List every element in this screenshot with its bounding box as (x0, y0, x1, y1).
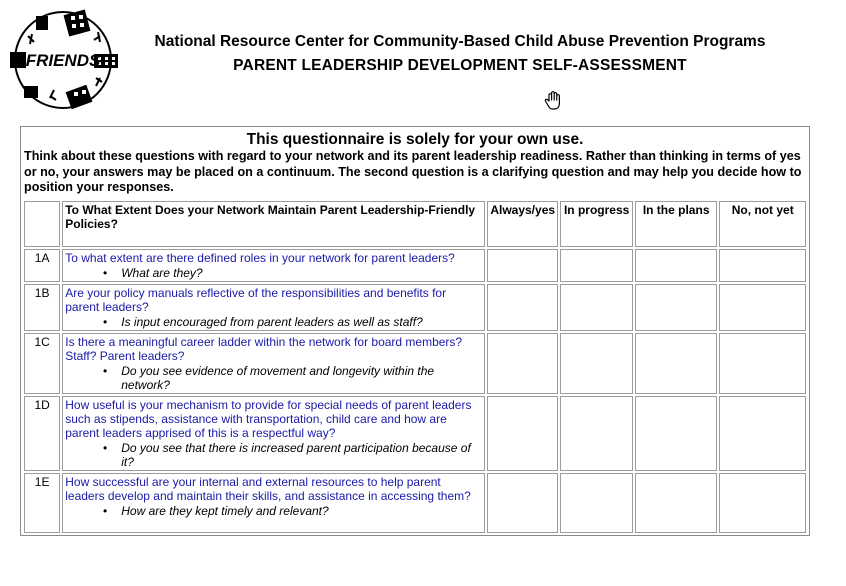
question-text: To what extent are there defined roles in your network for parent leaders? (65, 251, 455, 265)
question-text: How useful is your mechanism to provide for special needs of parent leaders such as stipends, assistance with transportation, child care and how are parent leaders apprised of this is a respectful way? (65, 398, 472, 440)
friends-logo (6, 6, 120, 114)
question-cell (62, 473, 485, 533)
assessment-table (22, 199, 808, 535)
response-cell-no-not-yet[interactable] (719, 249, 806, 282)
response-cell-in-progress[interactable] (560, 284, 632, 331)
question-id: 1D (24, 396, 60, 471)
question-cell (62, 333, 485, 394)
col-header-no-not-yet: No, not yet (719, 201, 806, 247)
question-cell (62, 284, 485, 331)
response-cell-always-yes[interactable] (487, 284, 558, 331)
intro-text: Think about these questions with regard to your network and its parent leadership readiness. Rather than thinking in terms of yes or no, your answers may be placed on a continuum. The second question is a clarifying question and may help you decide how to position your responses. (24, 149, 802, 194)
clarifying-question-text: How are they kept timely and relevant? (121, 504, 329, 518)
response-cell-no-not-yet[interactable] (719, 473, 806, 533)
question-id: 1C (24, 333, 60, 394)
clarifying-question (65, 441, 482, 469)
clarifying-question (65, 364, 482, 392)
bullet-icon: • (103, 315, 108, 329)
question-text: How successful are your internal and external resources to help parent leaders develop and maintain their skills, and assistance in accessing them? (65, 475, 471, 503)
response-cell-in-the-plans[interactable] (635, 473, 718, 533)
col-header-in-progress: In progress (560, 201, 632, 247)
table-row (24, 333, 806, 394)
hand-cursor-icon (544, 89, 564, 111)
id-header (24, 201, 60, 247)
col-header-always-yes: Always/yes (487, 201, 558, 247)
table-row (24, 396, 806, 471)
table-row (24, 284, 806, 331)
response-cell-in-the-plans[interactable] (635, 333, 718, 394)
section-heading: To What Extent Does your Network Maintain Parent Leadership-Friendly Policies? (62, 201, 485, 247)
organization-title: National Resource Center for Community-Based Child Abuse Prevention Programs (154, 33, 766, 50)
table-row (24, 249, 806, 282)
clarifying-question-text: Do you see that there is increased parent participation because of it? (121, 441, 471, 469)
response-cell-no-not-yet[interactable] (719, 333, 806, 394)
clarifying-question-text: Is input encouraged from parent leaders as well as staff? (121, 315, 423, 329)
intro-block (24, 131, 806, 196)
response-cell-always-yes[interactable] (487, 473, 558, 533)
response-cell-in-the-plans[interactable] (635, 284, 718, 331)
bullet-icon: • (103, 266, 108, 280)
col-header-in-the-plans: In the plans (635, 201, 718, 247)
table-row (24, 473, 806, 533)
response-cell-always-yes[interactable] (487, 396, 558, 471)
question-text: Are your policy manuals reflective of the responsibilities and benefits for parent leaders? (65, 286, 447, 314)
question-id: 1A (24, 249, 60, 282)
clarifying-question (65, 266, 482, 280)
clarifying-question (65, 315, 482, 329)
response-cell-no-not-yet[interactable] (719, 396, 806, 471)
response-cell-in-progress[interactable] (560, 333, 632, 394)
response-cell-no-not-yet[interactable] (719, 284, 806, 331)
response-cell-in-the-plans[interactable] (635, 396, 718, 471)
response-cell-in-progress[interactable] (560, 473, 632, 533)
question-cell (62, 396, 485, 471)
question-id: 1E (24, 473, 60, 533)
clarifying-question-text: What are they? (121, 266, 203, 280)
question-text: Is there a meaningful career ladder within the network for board members? Staff? Parent leaders? (65, 335, 463, 363)
clarifying-question-text: Do you see evidence of movement and longevity within the network? (121, 364, 435, 392)
clarifying-question (65, 504, 482, 518)
bullet-icon: • (103, 441, 108, 455)
bullet-icon: • (103, 364, 108, 378)
intro-title: This questionnaire is solely for your own use. (246, 131, 584, 148)
page-title: PARENT LEADERSHIP DEVELOPMENT SELF-ASSESSMENT (233, 57, 687, 74)
response-cell-in-the-plans[interactable] (635, 249, 718, 282)
bullet-icon: • (103, 504, 108, 518)
response-cell-in-progress[interactable] (560, 396, 632, 471)
response-cell-always-yes[interactable] (487, 333, 558, 394)
response-cell-in-progress[interactable] (560, 249, 632, 282)
logo-text: FRIENDS (25, 51, 101, 70)
response-cell-always-yes[interactable] (487, 249, 558, 282)
question-id: 1B (24, 284, 60, 331)
question-cell (62, 249, 485, 282)
